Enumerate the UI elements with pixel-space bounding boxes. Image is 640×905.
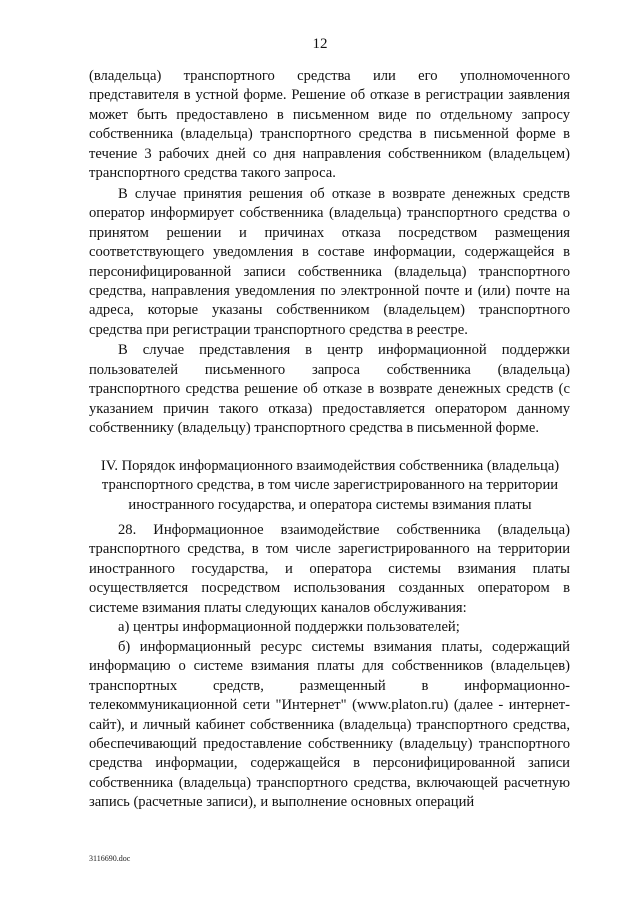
text-block-bottom — [89, 521, 570, 813]
footer-filename: 3116690.doc — [89, 854, 131, 863]
page-number: 12 — [312, 36, 328, 52]
paragraph-refusal-notice: В случае принятия решения об отказе в возврате денежных средств оператор информирует собственника (владельца) транспортного средства о принятом решении и причинах отказа посредством размещения соответствующего уведомления в составе информации, содержащейся в персонифицированной записи собственника (владельца) транспортного средства, направления уведомления по электронной почте и (или) почте на адреса, которые указаны собственником (владельцем) транспортного средства при регистрации транспортного средства в реестре. — [89, 185, 570, 338]
section-heading: IV. Порядок информационного взаимодействия собственника (владельца) транспортного средства, в том числе зарегистрированного на территории иностранного государства, и оператора системы взимания платы — [100, 458, 560, 513]
list-item-b: б) информационный ресурс системы взимания платы, содержащий информацию о системе взимания платы для собственников (владельцев) транспортных средств, размещенный в информационно-телекоммуникационной сети "Интернет" (www.platon.ru) (далее - интернет-сайт), и личный кабинет собственника (владельца) транспортного средства, обеспечивающий предоставление собственнику (владельцу) транспортного средства информации, содержащейся в персонифицированной записи собственника (владельца) транспортного средства, включающей расчетную запись (расчетные записи), и выполнение основных операций — [89, 638, 570, 811]
paragraph-item-28: 28. Информационное взаимодействие собственника (владельца) транспортного средства, в том числе зарегистрированного на территории иностранного государства, и оператора системы взимания платы осуществляется посредством использования созданных оператором в системе взимания платы следующих каналов обслуживания: — [89, 522, 570, 616]
list-item-a: а) центры информационной поддержки пользователей; — [118, 619, 460, 636]
paragraph-written-request: В случае представления в центр информационной поддержки пользователей письменного запроса собственника (владельца) транспортного средства решение об отказе в возврате денежных средств (с указанием причин такого отказа) предоставляется оператором данному собственнику (владельцу) транспортного средства в письменной форме. — [89, 342, 570, 437]
paragraph-continuation: (владельца) транспортного средства или его уполномоченного представителя в устной форме. Решение об отказе в регистрации заявления может быть предоставлено в письменном виде по отдельному запросу собственника (владельца) транспортного средства в письменной форме в течение 3 рабочих дней со дня направления собственником (владельцем) транспортного средства такого запроса. — [89, 68, 570, 182]
text-block-top — [89, 67, 570, 439]
